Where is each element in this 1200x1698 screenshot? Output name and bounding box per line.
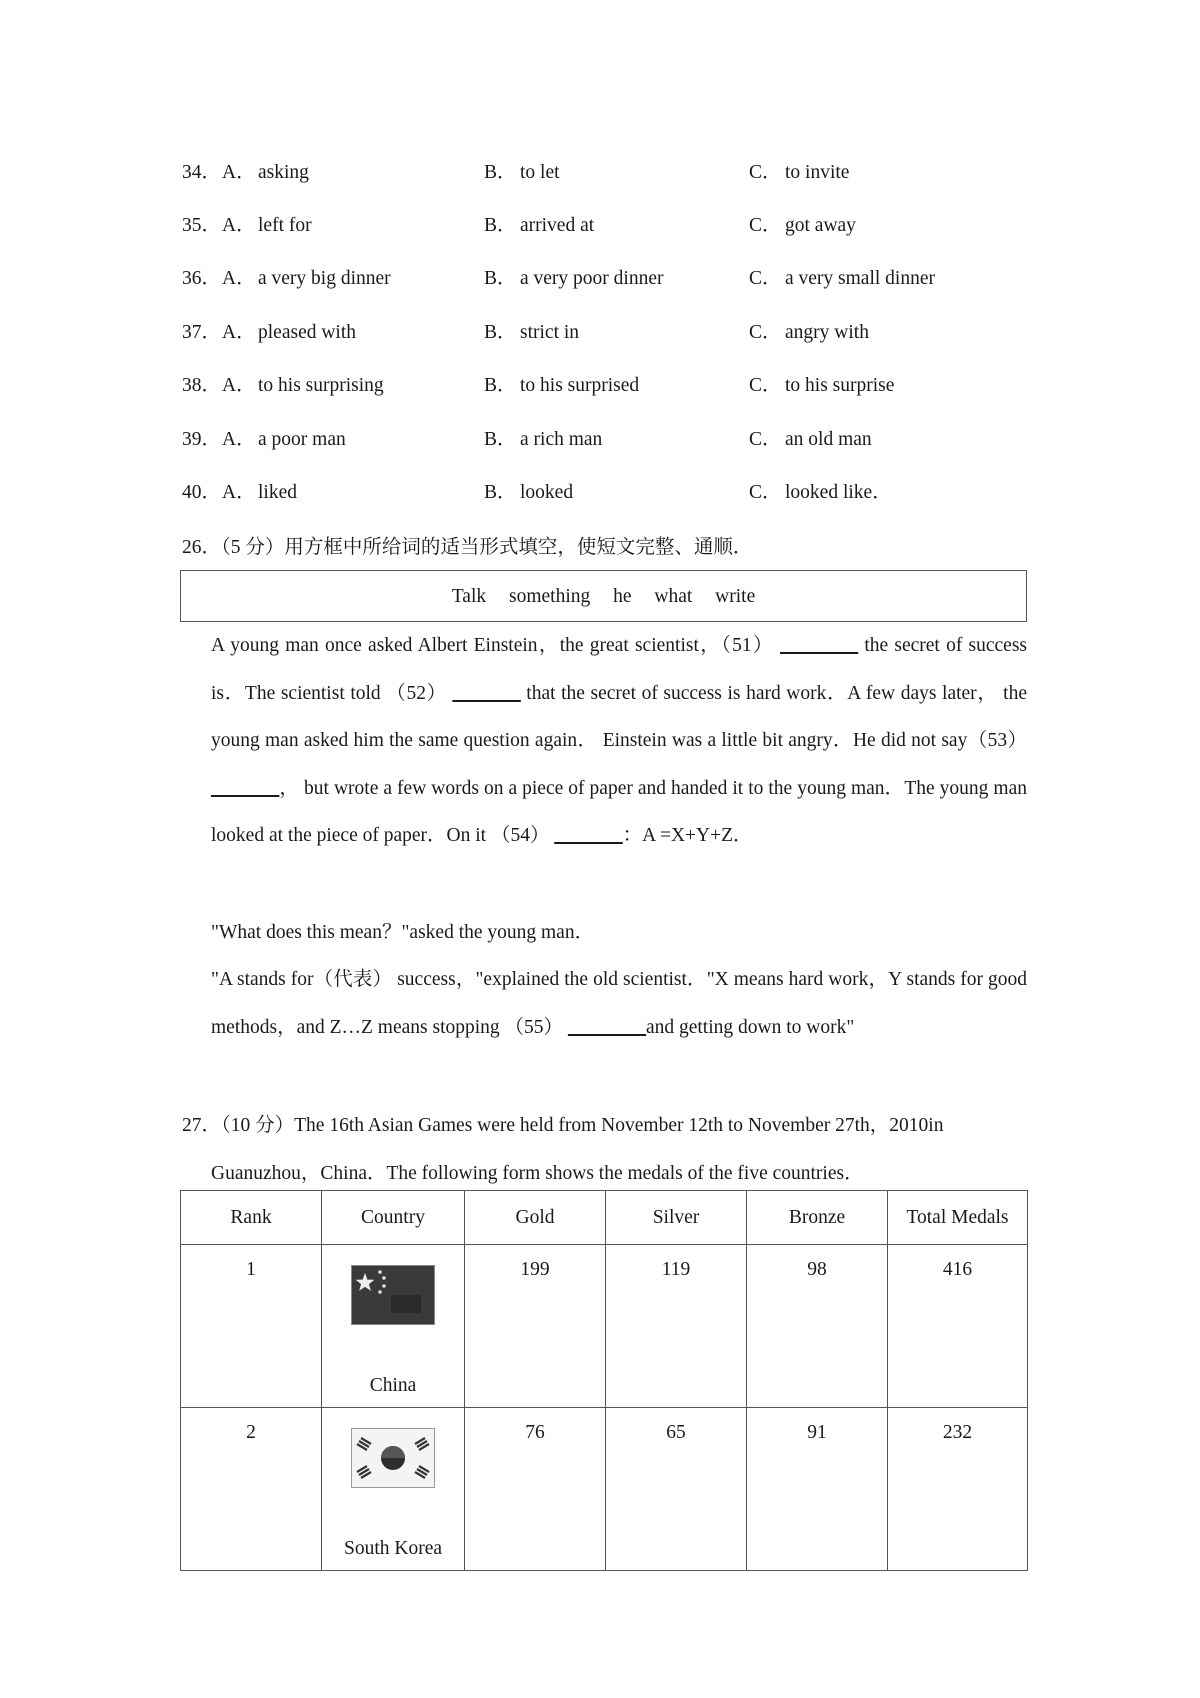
option-a-text: a very big dinner: [258, 268, 391, 289]
word-box-item: something: [508, 586, 591, 607]
passage-paragraph-1: [211, 622, 1027, 860]
option-c-text: angry with: [785, 322, 869, 343]
medals-table: [180, 1190, 1028, 1571]
option-letter-c: C．: [749, 429, 782, 450]
silver-cell: 119: [606, 1245, 747, 1408]
option-c-text: to invite: [785, 162, 850, 183]
passage-text: that the secret of success is hard work．A few days later， the young man asked him the same question again． Einstein was a little bit angry．He did not say（53）: [211, 682, 1027, 751]
column-header-rank: Rank: [181, 1191, 322, 1245]
column-header-bronze: Bronze: [747, 1191, 888, 1245]
column-header-total: Total Medals: [888, 1191, 1028, 1245]
option-a-text: to his surprising: [258, 375, 384, 396]
blank-53: _______: [211, 777, 280, 799]
option-letter-a: A．: [222, 215, 256, 236]
silver-cell: 65: [606, 1408, 747, 1571]
total-cell: 232: [888, 1408, 1028, 1571]
question-number: 36．: [182, 268, 222, 289]
passage-text: ， but wrote a few words on a piece of paper and handed it to the young man．The young man looked at the piece of paper．On it （54）: [211, 777, 1027, 846]
option-letter-b: B．: [484, 482, 517, 503]
passage-text: and getting down to work": [645, 1016, 855, 1038]
option-a-text: liked: [258, 482, 297, 503]
gold-cell: 199: [465, 1245, 606, 1408]
option-b-text: to let: [520, 162, 560, 183]
country-name: South Korea: [343, 1538, 443, 1559]
bronze-cell: 91: [747, 1408, 888, 1571]
blank-52: _______: [452, 682, 521, 704]
table-header-row: [181, 1191, 1028, 1245]
option-row-35: [182, 213, 1082, 239]
passage-text: ：A =X+Y+Z．: [622, 825, 753, 846]
passage-text: A young man once asked Albert Einstein，the great scientist，（51）: [211, 635, 774, 656]
passage-paragraph-3: [211, 956, 1027, 1051]
option-b-text: looked: [520, 482, 574, 503]
table-row: [181, 1245, 1028, 1408]
word-box: [180, 570, 1027, 622]
option-row-40: [182, 480, 1082, 506]
option-a-text: asking: [258, 162, 309, 183]
option-c-text: got away: [785, 215, 856, 236]
option-letter-c: C．: [749, 375, 782, 396]
blank-54: _______: [554, 825, 623, 846]
option-a-text: a poor man: [258, 429, 346, 450]
south-korea-flag-icon: [351, 1428, 435, 1488]
question-number: 34．: [182, 162, 222, 183]
passage-text: the secret of success is．The scientist told （52）: [211, 635, 1028, 704]
option-letter-c: C．: [749, 482, 782, 503]
option-letter-b: B．: [484, 429, 517, 450]
option-letter-b: B．: [484, 268, 517, 289]
option-letter-c: C．: [749, 268, 782, 289]
table-row: [181, 1408, 1028, 1571]
option-letter-b: B．: [484, 215, 517, 236]
option-b-text: a very poor dinner: [520, 268, 664, 289]
option-letter-c: C．: [749, 215, 782, 236]
option-letter-b: B．: [484, 162, 517, 183]
option-b-text: strict in: [520, 322, 580, 343]
option-letter-b: B．: [484, 375, 517, 396]
option-c-text: to his surprise: [785, 375, 895, 396]
option-letter-c: C．: [749, 322, 782, 343]
question-number: 38．: [182, 375, 222, 396]
question-number: 40．: [182, 482, 222, 503]
word-box-item: what: [654, 586, 693, 607]
option-c-text: a very small dinner: [785, 268, 935, 289]
question-number: 39．: [182, 429, 222, 450]
word-box-item: Talk: [451, 586, 487, 607]
option-letter-a: A．: [222, 268, 256, 289]
option-letter-a: A．: [222, 482, 256, 503]
china-flag-icon: [351, 1265, 435, 1325]
passage-paragraph-2: "What does this mean？"asked the young man．: [211, 922, 595, 943]
option-c-text: an old man: [785, 429, 872, 450]
blank-51: ________: [780, 635, 859, 656]
option-letter-a: A．: [222, 322, 256, 343]
word-box-item: he: [613, 586, 632, 607]
option-row-39: [182, 427, 1082, 453]
total-cell: 416: [888, 1245, 1028, 1408]
option-b-text: to his surprised: [520, 375, 640, 396]
option-row-37: [182, 320, 1082, 346]
rank-cell: 2: [181, 1408, 322, 1571]
option-c-text: looked like．: [785, 482, 892, 503]
option-a-text: pleased with: [258, 322, 357, 343]
question-26-header: 26．（5 分）用方框中所给词的适当形式填空，使短文完整、通顺．: [182, 537, 753, 558]
word-box-item: write: [715, 586, 756, 607]
gold-cell: 76: [465, 1408, 606, 1571]
option-b-text: arrived at: [520, 215, 595, 236]
option-letter-a: A．: [222, 375, 256, 396]
column-header-silver: Silver: [606, 1191, 747, 1245]
option-letter-c: C．: [749, 162, 782, 183]
question-number: 35．: [182, 215, 222, 236]
rank-cell: 1: [181, 1245, 322, 1408]
option-letter-a: A．: [222, 429, 256, 450]
option-b-text: a rich man: [520, 429, 603, 450]
country-cell: [322, 1245, 465, 1408]
option-a-text: left for: [258, 215, 312, 236]
question-27-header-line2: Guanuzhou，China．The following form shows the medals of the five countries．: [211, 1163, 864, 1184]
column-header-gold: Gold: [465, 1191, 606, 1245]
passage-text: "A stands for（代表） success，"explained the old scientist．"X means hard work，Y stands for good methods，and Z…Z means stopping （55）: [211, 969, 1027, 1038]
question-number: 37．: [182, 322, 222, 343]
option-row-38: [182, 373, 1082, 399]
bronze-cell: 98: [747, 1245, 888, 1408]
blank-55: ________: [567, 1016, 646, 1038]
option-letter-a: A．: [222, 162, 256, 183]
country-cell: [322, 1408, 465, 1571]
country-name: China: [369, 1375, 417, 1396]
option-letter-b: B．: [484, 322, 517, 343]
question-27-header: 27．（10 分）The 16th Asian Games were held from November 12th to November 27th，2010in: [182, 1115, 944, 1136]
option-row-34: [182, 160, 1082, 186]
column-header-country: Country: [322, 1191, 465, 1245]
option-row-36: [182, 266, 1082, 292]
